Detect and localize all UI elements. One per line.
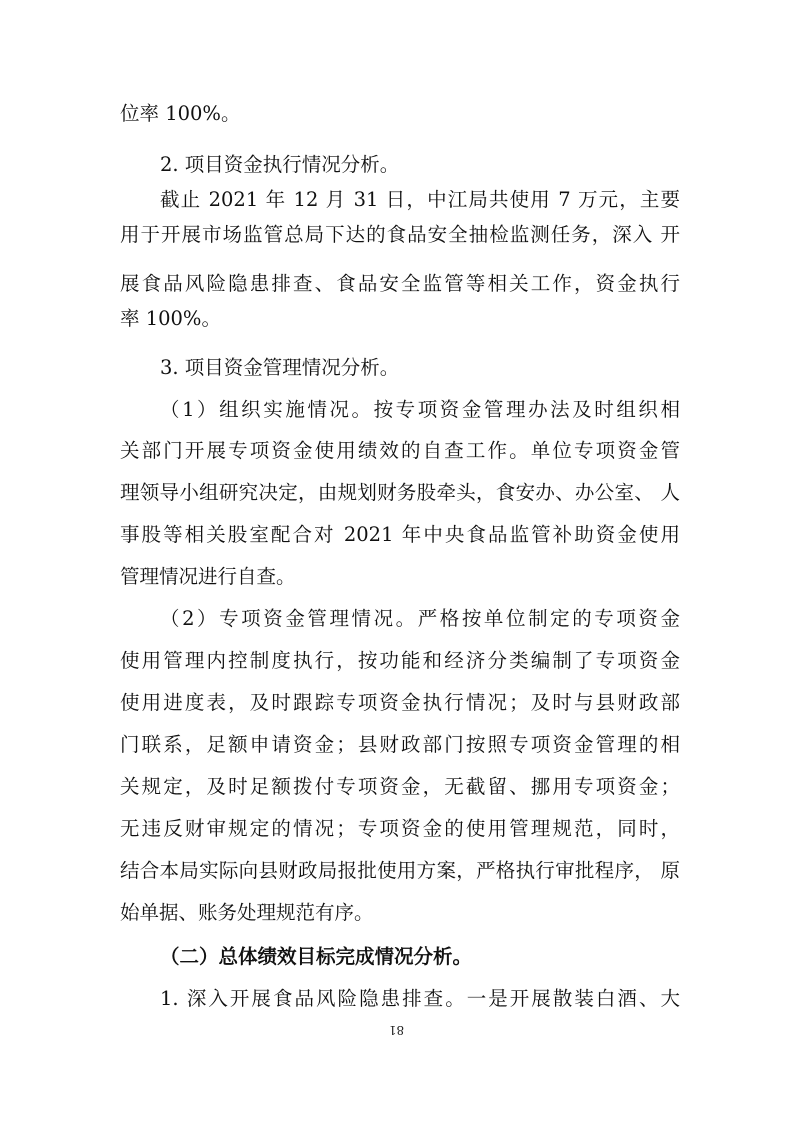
- paragraph-line: 结合本局实际向县财政局报批使用方案，严格执行审批程序， 原: [120, 859, 680, 882]
- paragraph-line: 使用管理内控制度执行，按功能和经济分类编制了专项资金: [120, 649, 680, 672]
- paragraph-line: 无违反财审规定的情况；专项资金的使用管理规范，同时，: [120, 817, 680, 840]
- paragraph-line: 位率 100%。: [120, 102, 241, 125]
- paragraph-line: 使用进度表，及时跟踪专项资金执行情况；及时与县财政部: [120, 691, 680, 714]
- paragraph-line: 率 100%。: [120, 307, 221, 330]
- paragraph-line: 1. 深入开展食品风险隐患排查。一是开展散装白酒、大: [160, 987, 680, 1010]
- paragraph-line: （1）组织实施情况。按专项资金管理办法及时组织相: [160, 398, 680, 421]
- paragraph-line: 关规定，及时足额拨付专项资金，无截留、挪用专项资金；: [120, 775, 680, 798]
- paragraph-line: 始单据、账务处理规范有序。: [120, 901, 374, 924]
- paragraph-line: 门联系，足额申请资金；县财政部门按照专项资金管理的相: [120, 733, 680, 756]
- paragraph-line: 关部门开展专项资金使用绩效的自查工作。单位专项资金管: [120, 439, 680, 462]
- section-heading: 3. 项目资金管理情况分析。: [160, 356, 400, 379]
- paragraph-line: （2）专项资金管理情况。严格按单位制定的专项资金: [160, 607, 680, 630]
- paragraph-line: 管理情况进行自查。: [120, 565, 296, 588]
- paragraph-line: 用于开展市场监管总局下达的食品安全抽检监测任务，深入 开: [120, 223, 680, 246]
- section-heading-bold: （二）总体绩效目标完成情况分析。: [160, 945, 473, 968]
- section-heading: 2. 项目资金执行情况分析。: [160, 153, 400, 176]
- paragraph-line: 展食品风险隐患排查、食品安全监管等相关工作，资金执行: [120, 272, 680, 295]
- paragraph-line: 理领导小组研究决定，由规划财务股牵头，食安办、办公室、 人: [120, 481, 680, 504]
- paragraph-line: 事股等相关股室配合对 2021 年中央食品监管补助资金使用: [120, 523, 680, 546]
- paragraph-line: 截止 2021 年 12 月 31 日，中江局共使用 7 万元，主要: [160, 188, 680, 211]
- page-number: 81: [388, 1023, 405, 1037]
